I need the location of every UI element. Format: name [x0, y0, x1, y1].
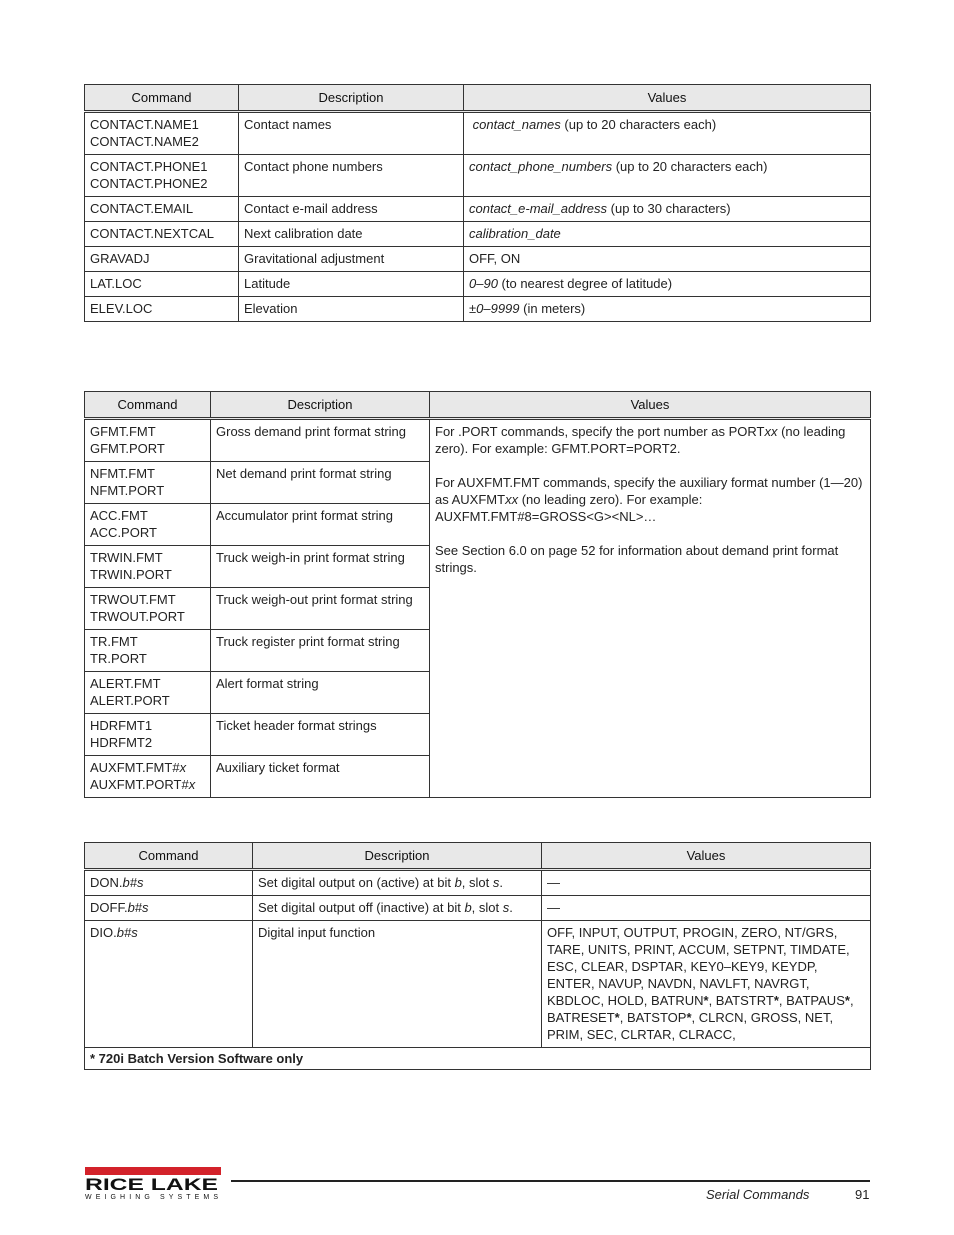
command: GFMT.FMT: [90, 424, 156, 439]
command-param: b#s: [122, 875, 144, 890]
command-cell: CONTACT.EMAIL: [85, 197, 239, 222]
footnote: * 720i Batch Version Software only: [85, 1048, 871, 1070]
values-cell: [464, 197, 871, 222]
command-cell: [85, 504, 211, 546]
command-text: DOFF.: [90, 900, 128, 915]
table-row: [85, 222, 871, 247]
value-param: contact_e-mail_address: [469, 201, 608, 216]
description-text: Set digital output on (active) at bit: [258, 875, 455, 890]
command-cell: [85, 155, 239, 197]
table-row: [85, 247, 871, 272]
column-header-command: Command: [85, 392, 211, 419]
command: TR.FMT: [90, 634, 138, 649]
value-param: contact_phone_numbers: [469, 159, 613, 174]
table-row: [85, 896, 871, 921]
values-cell: [464, 222, 871, 247]
description-cell: Alert format string: [211, 672, 430, 714]
table-header-row: [85, 85, 871, 112]
table-row: [85, 297, 871, 322]
description-text: , slot: [461, 875, 493, 890]
values-text: , CLRCN, GROSS, NET, PRIM, SEC, CLRTAR, CLRACC,: [547, 1010, 834, 1042]
values-text: , BATSTOP: [619, 1010, 687, 1025]
table-footnote-row: [85, 1048, 871, 1070]
description-cell: [253, 870, 542, 896]
table-header-row: [85, 392, 871, 419]
command-cell: [85, 462, 211, 504]
logo-subtitle: WEIGHING SYSTEMS: [85, 1194, 219, 1200]
command: ACC.FMT: [90, 508, 148, 523]
description-text: , slot: [471, 900, 503, 915]
description-cell: Truck register print format string: [211, 630, 430, 672]
rice-lake-logo: [85, 1167, 221, 1200]
command: TRWOUT.FMT: [90, 592, 176, 607]
values-cell: [464, 272, 871, 297]
command-cell: [85, 546, 211, 588]
description-text: .: [499, 875, 503, 890]
column-header-values: Values: [464, 85, 871, 112]
values-paragraph: [435, 424, 845, 456]
footer-section-title: Serial Commands: [706, 1187, 810, 1202]
command-text: DIO.: [90, 925, 117, 940]
batch-marker: *: [773, 993, 779, 1008]
value-prefix: ±: [469, 301, 477, 316]
values-cell: —: [542, 896, 871, 921]
description-cell: Digital input function: [253, 921, 542, 1048]
command-cell: [85, 672, 211, 714]
command-param: x: [188, 777, 196, 792]
values-text: OFF, INPUT, OUTPUT, PROGIN, ZERO, NT/GRS, TARE, UNITS, PRINT, ACCUM, SETPNT, TIMDATE, ESC, CLEAR, DSPTAR, KEY0–KEY9, KEYDP, ENTER, NAVUP, NAVDN, NAVLFT, NAVRGT, KBDLOC, HOLD, BATRUN: [547, 925, 850, 1008]
column-header-description: Description: [253, 843, 542, 870]
table-row: [85, 419, 871, 462]
values-text: (no leading zero). For example: GFMT.PORT=PORT2.: [435, 424, 846, 456]
value-text: (to nearest degree of latitude): [497, 276, 673, 291]
description-cell: Latitude: [239, 272, 464, 297]
command-text: AUXFMT.FMT#: [90, 760, 180, 775]
values-cell: [542, 921, 871, 1048]
command-cell: [85, 588, 211, 630]
table-row: [85, 197, 871, 222]
table-row: [85, 870, 871, 896]
command: ACC.PORT: [90, 525, 157, 540]
command-cell: [85, 921, 253, 1048]
value-text: (up to 30 characters): [607, 201, 731, 216]
description-cell: Contact phone numbers: [239, 155, 464, 197]
description-cell: Elevation: [239, 297, 464, 322]
command-cell: [85, 714, 211, 756]
value-param: calibration_date: [469, 226, 561, 241]
description-cell: Auxiliary ticket format: [211, 756, 430, 798]
command: TRWIN.FMT: [90, 550, 163, 565]
column-header-description: Description: [211, 392, 430, 419]
values-param: xx: [505, 492, 519, 507]
description-cell: Gravitational adjustment: [239, 247, 464, 272]
table-row: [85, 155, 871, 197]
command: TR.PORT: [90, 651, 147, 666]
command-param: x: [179, 760, 187, 775]
column-header-values: Values: [542, 843, 871, 870]
command: NFMT.FMT: [90, 466, 155, 481]
command-cell: [85, 870, 253, 896]
values-cell: [430, 419, 871, 798]
command-cell: [85, 756, 211, 798]
command-cell: [85, 419, 211, 462]
footer-rule: [231, 1180, 870, 1182]
column-header-command: Command: [85, 85, 239, 112]
description-param: s: [502, 900, 510, 915]
values-paragraph: [435, 475, 862, 524]
description-cell: Contact names: [239, 112, 464, 155]
description-text: Set digital output off (inactive) at bit: [258, 900, 465, 915]
description-cell: [253, 896, 542, 921]
values-cell: [464, 155, 871, 197]
values-text: , BATPAUS: [778, 993, 845, 1008]
command-text: AUXFMT.PORT#: [90, 777, 189, 792]
command-cell: [85, 112, 239, 155]
description-cell: Ticket header format strings: [211, 714, 430, 756]
description-cell: Gross demand print format string: [211, 419, 430, 462]
description-text: .: [509, 900, 513, 915]
column-header-values: Values: [430, 392, 871, 419]
value-param: 0–90: [469, 276, 498, 291]
command: ALERT.FMT: [90, 676, 161, 691]
command: ALERT.PORT: [90, 693, 170, 708]
values-paragraph: See Section 6.0 on page 52 for information about demand print format strings.: [435, 543, 839, 575]
description-cell: Truck weigh-out print format string: [211, 588, 430, 630]
command-cell: [85, 630, 211, 672]
value-param: 0–9999: [476, 301, 520, 316]
table-row: [85, 272, 871, 297]
table-row: [85, 921, 871, 1048]
command-cell: GRAVADJ: [85, 247, 239, 272]
values-text: For .PORT commands, specify the port number as PORT: [435, 424, 765, 439]
command: GFMT.PORT: [90, 441, 165, 456]
values-cell: [464, 112, 871, 155]
logo-wordmark: RICE LAKE: [85, 1175, 218, 1194]
description-cell: Contact e-mail address: [239, 197, 464, 222]
command: [90, 776, 205, 793]
command: HDRFMT1: [90, 718, 153, 733]
column-header-description: Description: [239, 85, 464, 112]
values-cell: —: [542, 870, 871, 896]
command-param: b#s: [116, 925, 138, 940]
values-param: xx: [764, 424, 778, 439]
batch-marker: *: [686, 1010, 692, 1025]
table-header-row: [85, 843, 871, 870]
batch-marker: *: [703, 993, 709, 1008]
values-cell: [464, 297, 871, 322]
description-param: b: [464, 900, 472, 915]
logo-red-bar: [85, 1167, 221, 1175]
digital-io-commands-table: [84, 842, 871, 1070]
contact-commands-table: [84, 84, 871, 322]
values-text: , BATSTRT: [708, 993, 774, 1008]
description-cell: Next calibration date: [239, 222, 464, 247]
description-param: b: [454, 875, 462, 890]
command: NFMT.PORT: [90, 483, 165, 498]
description-cell: Accumulator print format string: [211, 504, 430, 546]
value-text: (in meters): [519, 301, 586, 316]
value-param: contact_names: [472, 117, 561, 132]
command: CONTACT.PHONE2: [90, 176, 208, 191]
description-param: s: [492, 875, 500, 890]
table-row: [85, 112, 871, 155]
command: TRWIN.PORT: [90, 567, 172, 582]
print-format-commands-table: [84, 391, 871, 798]
description-cell: Net demand print format string: [211, 462, 430, 504]
value-text: (up to 20 characters each): [612, 159, 768, 174]
page-number: 91: [855, 1187, 870, 1202]
command-cell: [85, 896, 253, 921]
values-text: (no leading zero). For example: AUXFMT.FMT#8=GROSS<G><NL>…: [435, 492, 703, 524]
value-text: (up to 20 characters each): [560, 117, 717, 132]
command-cell: CONTACT.NEXTCAL: [85, 222, 239, 247]
command-cell: LAT.LOC: [85, 272, 239, 297]
description-cell: Truck weigh-in print format string: [211, 546, 430, 588]
command: HDRFMT2: [90, 735, 153, 750]
batch-marker: *: [614, 1010, 620, 1025]
command: CONTACT.NAME2: [90, 134, 199, 149]
values-text: For AUXFMT.FMT commands, specify the auxiliary format number (1—20) as AUXFMT: [435, 475, 863, 507]
command: CONTACT.NAME1: [90, 117, 199, 132]
values-cell: OFF, ON: [464, 247, 871, 272]
command: TRWOUT.PORT: [90, 609, 185, 624]
command-cell: ELEV.LOC: [85, 297, 239, 322]
command-param: b#s: [127, 900, 149, 915]
command: CONTACT.PHONE1: [90, 159, 208, 174]
column-header-command: Command: [85, 843, 253, 870]
command: [90, 759, 205, 776]
values-text: , BATRESET: [547, 993, 854, 1025]
command-text: DON.: [90, 875, 123, 890]
batch-marker: *: [844, 993, 850, 1008]
